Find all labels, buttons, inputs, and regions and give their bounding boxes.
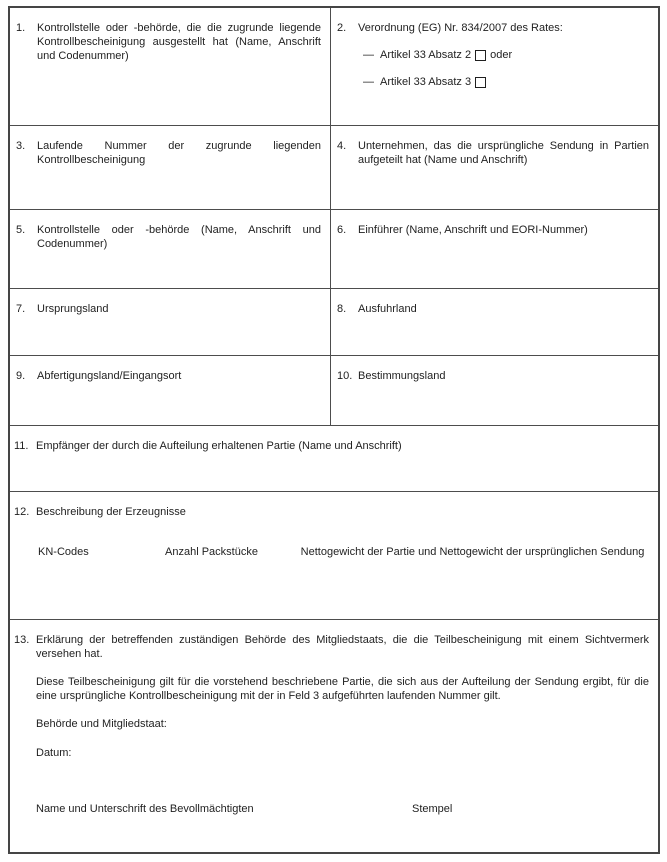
field-5-cell[interactable] [10, 210, 331, 288]
field-11-label: Empfänger der durch die Aufteilung erhaltenen Partie (Name und Anschrift) [36, 440, 402, 452]
field-1 [16, 21, 321, 63]
field-7-cell[interactable] [10, 289, 331, 355]
field-3 [16, 139, 321, 167]
field-12-cell[interactable] [10, 492, 658, 619]
field-4 [337, 139, 649, 167]
field-13-cell[interactable] [10, 620, 658, 852]
article-33-2-checkbox[interactable] [475, 50, 486, 61]
field-11 [14, 439, 649, 453]
row-8 [10, 620, 658, 852]
field-6-label: Einführer (Name, Anschrift und EORI-Nummer) [358, 224, 588, 236]
field-11-number: 11. [14, 440, 29, 452]
signature-label: Name und Unterschrift des Bevollmächtigten [36, 803, 254, 815]
field-10-number: 10. [337, 370, 353, 382]
field-3-number: 3. [16, 140, 26, 152]
field-13-paragraph-1: Erklärung der betreffenden zuständigen Behörde des Mitgliedstaats, die die Teilbescheinigung mit einem Sichtvermerk versehen hat. [36, 634, 649, 660]
field-5 [16, 223, 321, 251]
form-table [8, 6, 660, 854]
dash-icon: — [363, 49, 374, 61]
field-9-label: Abfertigungsland/Eingangsort [37, 370, 182, 382]
row-6 [10, 426, 658, 492]
field-1-number: 1. [16, 22, 26, 34]
field-10-label: Bestimmungsland [358, 370, 446, 382]
field-8-number: 8. [337, 303, 347, 315]
dash-icon: — [363, 76, 374, 88]
field-2-cell [331, 8, 658, 125]
field-12-label: Beschreibung der Erzeugnisse [36, 506, 186, 518]
field-4-number: 4. [337, 140, 347, 152]
field-5-label: Kontrollstelle oder -behörde (Name, Anschrift und Codenummer) [37, 224, 321, 250]
field-13-paragraph-2: Diese Teilbescheinigung gilt für die vorstehend beschriebene Partie, die sich aus der Aufteilung der Sendung ergibt, für die eine ursprüngliche Kontrollbescheinigung mit der in Feld 3 aufgeführten laufenden Nummer gilt. [36, 676, 649, 702]
stamp-label: Stempel [412, 803, 453, 815]
field-12-number: 12. [14, 506, 30, 518]
row-7 [10, 492, 658, 620]
field-13-number: 13. [14, 634, 30, 646]
field-12-columns [36, 545, 649, 559]
field-3-cell[interactable] [10, 126, 331, 209]
field-13 [14, 633, 649, 816]
field-6-cell[interactable] [331, 210, 658, 288]
field-7 [16, 302, 321, 316]
field-8-cell[interactable] [331, 289, 658, 355]
field-7-number: 7. [16, 303, 26, 315]
field-2-option-1 [363, 48, 649, 62]
field-5-number: 5. [16, 224, 26, 236]
field-9 [16, 369, 321, 383]
row-5 [10, 356, 658, 426]
date-label: Datum: [36, 747, 72, 759]
field-4-label: Unternehmen, das die ursprüngliche Sendung in Partien aufgeteilt hat (Name und Anschrift) [358, 140, 649, 166]
signature-row [36, 802, 649, 816]
field-2-option-1-label: Artikel 33 Absatz 2 [380, 49, 472, 61]
row-2 [10, 126, 658, 210]
field-11-cell[interactable] [10, 426, 658, 491]
row-1 [10, 8, 658, 126]
row-3 [10, 210, 658, 289]
field-3-label: Laufende Nummer der zugrunde liegenden Kontrollbescheinigung [37, 140, 321, 166]
field-10-cell[interactable] [331, 356, 658, 425]
field-8 [337, 302, 649, 316]
article-33-3-checkbox[interactable] [475, 77, 486, 88]
field-2-option-2 [363, 75, 649, 89]
field-1-cell[interactable] [10, 8, 331, 125]
column-kn-codes: KN-Codes [38, 546, 89, 558]
field-2-option-1-suffix: oder [490, 49, 513, 61]
field-10 [337, 369, 649, 383]
column-anzahl-packstuecke: Anzahl Packstücke [165, 546, 258, 558]
authority-label: Behörde und Mitgliedstaat: [36, 718, 167, 730]
field-2-option-2-label: Artikel 33 Absatz 3 [380, 76, 472, 88]
field-6 [337, 223, 649, 237]
field-7-label: Ursprungsland [37, 303, 109, 315]
field-1-label: Kontrollstelle oder -behörde, die die zugrunde liegende Kontrollbescheinigung ausgestellt hat (Name, Anschrift und Codenummer) [37, 22, 321, 62]
field-6-number: 6. [337, 224, 347, 236]
field-12 [14, 505, 649, 559]
field-2 [337, 21, 649, 89]
field-2-label: Verordnung (EG) Nr. 834/2007 des Rates: [358, 22, 563, 34]
field-8-label: Ausfuhrland [358, 303, 417, 315]
field-9-cell[interactable] [10, 356, 331, 425]
column-nettogewicht: Nettogewicht der Partie und Nettogewicht der ursprünglichen Sendung [300, 546, 645, 558]
row-4 [10, 289, 658, 356]
field-9-number: 9. [16, 370, 26, 382]
field-4-cell[interactable] [331, 126, 658, 209]
field-2-number: 2. [337, 22, 347, 34]
